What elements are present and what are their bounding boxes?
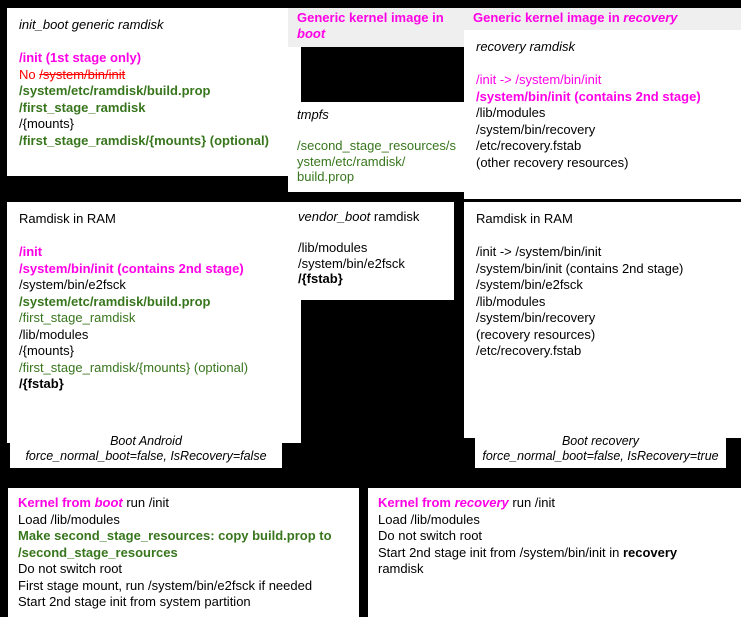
text-segment: /system/bin/init: [39, 66, 126, 82]
text-segment: /first_stage_ramdisk/{mounts} (optional): [19, 132, 269, 148]
text-line: [19, 310, 289, 327]
text-segment: /second_stage_resources/s: [297, 138, 456, 153]
text-line: [297, 169, 460, 185]
text-line: [19, 133, 289, 150]
text-line: [476, 343, 741, 360]
text-segment: run /init: [508, 495, 556, 510]
text-line: [19, 100, 289, 117]
text-segment: Load /lib/modules: [378, 511, 480, 527]
text-segment: Make second_stage_resources: copy build.prop to: [18, 528, 332, 543]
text-segment: /{mounts}: [19, 116, 74, 131]
ramdisk-ram-android-box: [7, 202, 301, 443]
text-line: [18, 495, 349, 512]
text-line: [18, 528, 349, 545]
text-line: [19, 376, 289, 393]
init-boot-ramdisk-box: [7, 8, 301, 176]
text-segment: /first_stage_ramdisk: [19, 310, 136, 325]
text-line: [476, 155, 741, 172]
gki-recovery-header: [464, 8, 741, 32]
text-line: [476, 105, 741, 122]
text-segment: First stage mount, run /system/bin/e2fsck if needed: [18, 577, 313, 593]
text-segment: init_boot generic ramdisk: [19, 17, 164, 32]
text-line: [476, 211, 741, 228]
text-segment: tmpfs: [297, 107, 329, 122]
text-line: [476, 261, 741, 278]
text-line: [476, 294, 741, 311]
gki-boot-header: [288, 8, 471, 47]
text-segment: /second_stage_resources: [18, 544, 178, 560]
text-segment: /system/bin/e2fsck: [298, 255, 405, 271]
text-segment: /system/bin/init (contains 2nd stage): [476, 260, 684, 276]
text-segment: /lib/modules: [476, 293, 546, 309]
text-line: [19, 327, 289, 344]
text-segment: /first_stage_ramdisk: [19, 99, 146, 115]
text-line: [18, 561, 349, 578]
text-line: [476, 277, 741, 294]
text-segment: /init (1st stage only): [19, 50, 142, 65]
text-segment: ramdisk: [378, 561, 424, 576]
text-segment: /init -> /system/bin/init: [476, 244, 602, 259]
text-line: [297, 26, 462, 42]
text-segment: /system/etc/ramdisk/build.prop: [19, 83, 211, 98]
text-segment: /system/etc/ramdisk/build.prop: [19, 293, 211, 309]
text-segment: Start 2nd stage init from system partition: [18, 594, 251, 609]
text-line: [476, 89, 741, 106]
text-segment: Do not switch root: [18, 561, 123, 576]
text-segment: Kernel from: [378, 495, 455, 510]
text-segment: ystem/etc/ramdisk/: [297, 153, 406, 169]
text-line: [298, 271, 444, 287]
text-line: [14, 449, 278, 464]
text-line: [476, 122, 741, 139]
text-line: [18, 594, 349, 611]
text-segment: /{mounts}: [19, 343, 74, 358]
text-line: [19, 116, 289, 133]
text-segment: (other recovery resources): [476, 154, 629, 170]
text-line: [298, 240, 444, 256]
text-segment: boot: [297, 26, 326, 41]
recovery-ramdisk-box: [464, 30, 741, 199]
ramdisk-ram-recovery-box: [464, 202, 741, 438]
text-line: [378, 545, 737, 562]
text-line: [18, 512, 349, 529]
text-line: [298, 256, 444, 272]
text-segment: Ramdisk in RAM: [476, 211, 573, 226]
text-line: [378, 495, 737, 512]
text-segment: /etc/recovery.fstab: [476, 343, 582, 358]
text-line: [19, 277, 289, 294]
text-segment: Generic kernel image in: [297, 10, 444, 25]
kernel-boot-steps-box: [8, 488, 359, 617]
text-segment: (recovery resources): [476, 326, 596, 342]
text-segment: /lib/modules: [298, 240, 368, 255]
text-line: [476, 310, 741, 327]
text-line: [479, 434, 722, 449]
text-line: [479, 449, 722, 464]
text-segment: /system/bin/init (contains 2nd stage): [19, 260, 244, 276]
text-segment: Do not switch root: [378, 528, 483, 543]
text-line: [378, 561, 737, 578]
text-segment: Generic kernel image in: [473, 10, 624, 25]
text-segment: /system/bin/e2fsck: [476, 277, 583, 292]
text-segment: /first_stage_ramdisk/{mounts} (optional): [19, 359, 249, 375]
text-segment: /system/bin/init (contains 2nd stage): [476, 88, 701, 104]
kernel-recovery-steps-box: [368, 488, 741, 617]
text-segment: /{fstab}: [298, 271, 343, 286]
text-segment: /lib/modules: [19, 326, 89, 342]
text-segment: recovery: [623, 10, 678, 25]
text-line: [19, 17, 289, 34]
text-line: [297, 138, 460, 154]
text-line: [19, 83, 289, 100]
text-segment: /system/bin/recovery: [476, 121, 596, 137]
text-line: [378, 528, 737, 545]
text-line: [19, 261, 289, 278]
text-segment: build.prop: [297, 169, 355, 184]
text-segment: /{fstab}: [19, 376, 64, 391]
text-line: [476, 327, 741, 344]
text-segment: recovery: [622, 544, 678, 560]
text-line: [19, 294, 289, 311]
text-segment: force_normal_boot=false, IsRecovery=true: [482, 448, 719, 463]
text-line: [19, 343, 289, 360]
text-line: [19, 360, 289, 377]
text-line: [378, 512, 737, 529]
text-segment: /system/bin/e2fsck: [19, 277, 126, 292]
text-segment: Boot Android: [110, 434, 182, 448]
text-line: [19, 211, 289, 228]
text-segment: /lib/modules: [476, 105, 546, 120]
text-segment: Ramdisk in RAM: [19, 211, 116, 226]
text-segment: recovery ramdisk: [476, 39, 575, 54]
text-segment: Start 2nd stage init from /system/bin/init in: [378, 544, 623, 560]
text-line: [18, 545, 349, 562]
text-segment: /etc/recovery.fstab: [476, 138, 582, 153]
text-segment: /system/bin/recovery: [476, 310, 596, 325]
text-segment: Kernel from: [18, 495, 95, 510]
text-segment: /init -> /system/bin/init: [476, 72, 602, 87]
text-line: [19, 228, 289, 245]
text-segment: ramdisk: [370, 209, 420, 224]
vendor-boot-ramdisk-box: [288, 202, 454, 300]
text-line: [476, 72, 741, 89]
text-line: [18, 578, 349, 595]
text-line: [19, 244, 289, 261]
text-line: [19, 50, 289, 67]
text-line: [19, 67, 289, 84]
text-segment: vendor_boot: [298, 209, 371, 224]
tmpfs-box: [288, 102, 469, 192]
text-line: [476, 56, 741, 73]
text-line: [476, 244, 741, 261]
text-segment: Load /lib/modules: [18, 511, 120, 527]
text-segment: boot: [94, 495, 123, 510]
text-segment: /init: [19, 244, 43, 259]
text-line: [476, 228, 741, 245]
text-segment: force_normal_boot=false, IsRecovery=false: [25, 448, 267, 463]
text-segment: No: [19, 66, 40, 82]
text-line: [19, 34, 289, 51]
text-line: [297, 107, 460, 123]
text-line: [297, 123, 460, 139]
text-line: [473, 10, 739, 25]
text-line: [297, 154, 460, 170]
text-segment: run /init: [122, 495, 169, 510]
text-line: [476, 39, 741, 56]
text-segment: recovery: [454, 495, 509, 510]
text-line: [297, 10, 462, 26]
boot-android-label: [10, 432, 282, 468]
text-line: [298, 209, 444, 225]
text-line: [298, 225, 444, 241]
text-line: [14, 434, 278, 449]
text-segment: Boot recovery: [561, 434, 640, 448]
text-line: [476, 138, 741, 155]
boot-recovery-label: [475, 432, 726, 468]
